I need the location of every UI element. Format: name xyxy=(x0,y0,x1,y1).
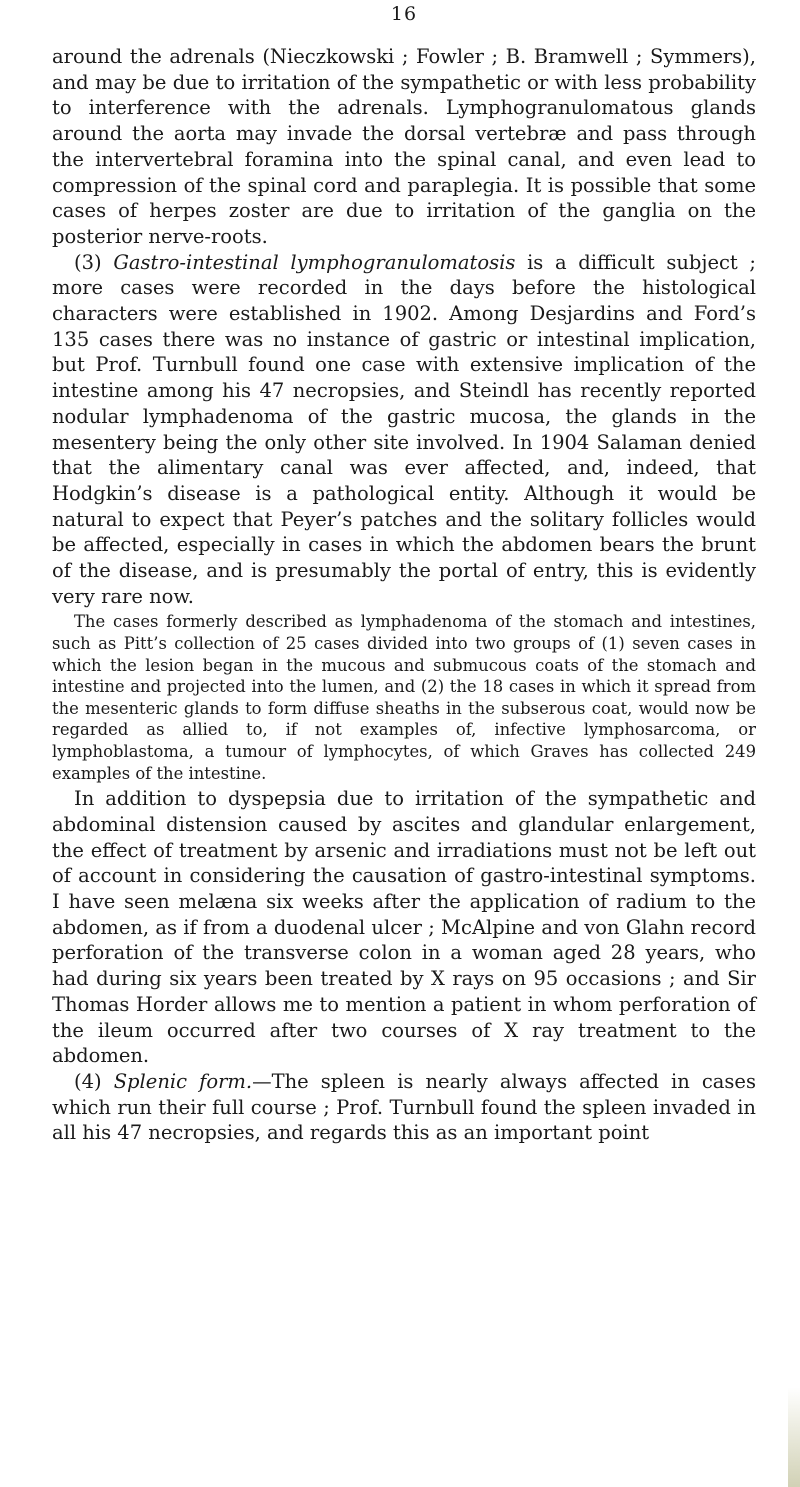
section-number: (4) xyxy=(74,1069,102,1093)
paragraph-adrenals xyxy=(52,44,756,250)
paragraph-treatment-effects xyxy=(52,786,756,1069)
paragraph-text: —The spleen is nearly always affected in cases which run their full course ; Prof. Turnbull found the spleen invaded in all his 47 necropsies, and regards this as an important point xyxy=(52,1069,756,1145)
paragraph-text: around the adrenals (Nieczkowski ; Fowler ; B. Bramwell ; Symmers), and may be due to irritation of the sympathetic or with less probability to interference with the adrenals. Lymphogranulomatous glands around the aorta may invade the dorsal vertebræ and pass through the intervertebral foramina into the spinal canal, and even lead to compression of the spinal cord and paraplegia. It is possible that some cases of herpes zoster are due to irritation of the ganglia on the posterior nerve-roots. xyxy=(52,45,756,248)
paragraph-text: The cases formerly described as lymphadenoma of the stomach and intestines, such as Pitt’s collection of 25 cases divided into two groups of (1) seven cases in which the lesion began in the mucous and submucous coats of the stomach and intestine and projected into the lumen, and (2) the 18 cases in which it spread from the mesenteric glands to form diffuse sheaths in the subserous coat, would now be regarded as allied to, if not examples of, infective lymphosarcoma, or lymphoblastoma, a tumour of lymphocytes, of which Graves has collected 249 examples of the intestine. xyxy=(52,612,756,783)
section-heading: Splenic form. xyxy=(113,1069,253,1093)
paragraph-text: In addition to dyspepsia due to irritation of the sympathetic and abdominal distension caused by ascites and glandular enlargement, the effect of treatment by arsenic and irradiations must not be left out of account in considering the causation of gastro-intestinal symptoms. I have seen melæna six weeks after the application of radium to the abdomen, as if from a duodenal ulcer ; McAlpine and von Glahn record perforation of the transverse colon in a woman aged 28 years, who had during six years been treated by X rays on 95 occasions ; and Sir Thomas Horder allows me to mention a patient in whom perforation of the ileum occurred after two courses of X ray treatment to the abdomen. xyxy=(52,787,756,1068)
paragraph-splenic-form xyxy=(52,1069,756,1146)
section-heading: Gastro-intestinal lymphogranulomatosis xyxy=(113,250,516,274)
paragraph-gastro-intestinal xyxy=(52,250,756,610)
paragraph-pitt-cases xyxy=(52,611,756,784)
page-number: 16 xyxy=(390,3,418,25)
page-edge-shadow xyxy=(788,1387,800,1487)
section-number: (3) xyxy=(74,250,102,274)
paragraph-text: is a difficult subject ; more cases were recorded in the days before the histological characters were established in 1902. Among Desjardins and Ford’s 135 cases there was no instance of gastric or intestinal implication, but Prof. Turnbull found one case with extensive implication of the intestine among his 47 necropsies, and Steindl has recently reported nodular lymphadenoma of the gastric mucosa, the glands in the mesentery being the only other site involved. In 1904 Salaman denied that the alimentary canal was ever affected, and, indeed, that Hodgkin’s disease is a pathological entity. Although it would be natural to expect that Peyer’s patches and the solitary follicles would be affected, especially in cases in which the abdomen bears the brunt of the disease, and is presumably the portal of entry, this is evidently very rare now. xyxy=(52,250,756,608)
body-text xyxy=(52,44,756,1146)
document-page xyxy=(52,0,756,1487)
